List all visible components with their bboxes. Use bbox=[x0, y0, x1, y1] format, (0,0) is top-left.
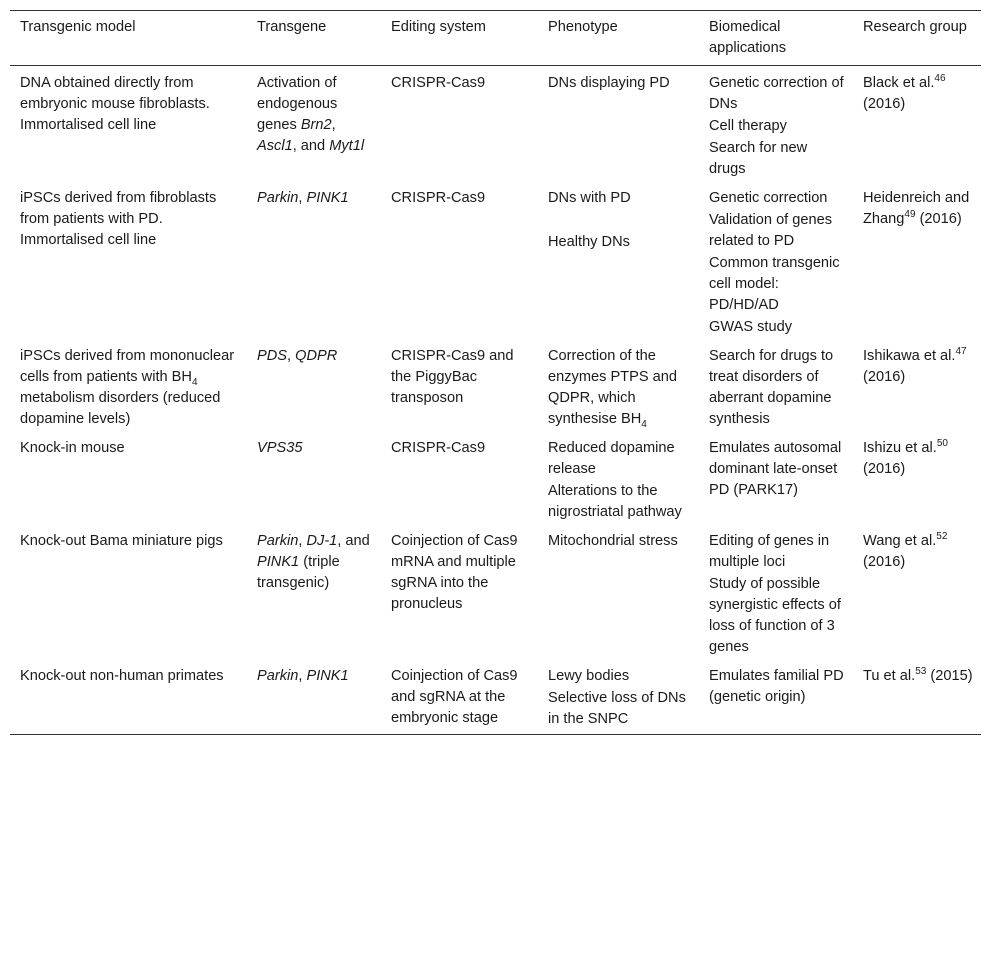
application-item: Common transgenic cell model: PD/HD/AD bbox=[709, 255, 840, 313]
cell-editing-system: Coinjection of Cas9 mRNA and multiple sgRNA into the pronucleus bbox=[391, 533, 518, 612]
cell-phenotype bbox=[538, 184, 699, 342]
table-row bbox=[10, 662, 981, 735]
cell-applications bbox=[699, 184, 853, 342]
header-editing-system: Editing system bbox=[391, 19, 486, 35]
header-phenotype: Phenotype bbox=[548, 19, 618, 35]
transgenic-models-table bbox=[10, 10, 981, 735]
table-row bbox=[10, 527, 981, 662]
cell-transgene: Parkin, PINK1 bbox=[257, 190, 349, 206]
cell-research-group: Tu et al.$^{53}$ (2015) bbox=[863, 666, 973, 684]
cell-model: iPSCs derived from fibroblasts from patients with PD. Immortalised cell line bbox=[20, 190, 217, 248]
application-item: Emulates familial PD (genetic origin) bbox=[709, 668, 844, 705]
application-item: Genetic correction of DNs bbox=[709, 75, 844, 112]
application-item: Emulates autosomal dominant late-onset PD (PARK17) bbox=[709, 440, 842, 498]
table-row bbox=[10, 184, 981, 342]
cell-transgene: VPS35 bbox=[257, 440, 303, 456]
application-item: Search for drugs to treat disorders of aberrant dopamine synthesis bbox=[709, 348, 834, 427]
table-row bbox=[10, 66, 981, 185]
cell-model: Knock-out Bama miniature pigs bbox=[20, 533, 223, 549]
header-biomedical-applications: Biomedical applications bbox=[709, 19, 787, 56]
application-item: Study of possible synergistic effects of loss of function of 3 genes bbox=[709, 576, 841, 655]
cell-applications bbox=[699, 66, 853, 185]
cell-editing-system: CRISPR-Cas9 bbox=[391, 440, 486, 456]
phenotype-item: Selective loss of DNs in the SNPC bbox=[548, 690, 686, 727]
cell-editing-system: CRISPR-Cas9 bbox=[391, 190, 486, 206]
phenotype-item: DNs with PD bbox=[548, 190, 631, 206]
cell-research-group: Ishikawa et al.$^{47}$ (2016) bbox=[863, 346, 967, 385]
application-item: GWAS study bbox=[709, 319, 792, 335]
cell-research-group: Heidenreich and Zhang$^{49}$ (2016) bbox=[863, 190, 970, 227]
application-item: Editing of genes in multiple loci bbox=[709, 533, 830, 570]
cell-model: Knock-in mouse bbox=[20, 440, 125, 456]
cell-model: DNA obtained directly from embryonic mouse fibroblasts. Immortalised cell line bbox=[20, 75, 210, 133]
phenotype-item: Healthy DNs bbox=[548, 234, 630, 250]
application-item: Genetic correction bbox=[709, 190, 828, 206]
cell-phenotype bbox=[538, 662, 699, 735]
cell-transgene: Parkin, DJ-1, and PINK1 (triple transgenic) bbox=[257, 533, 370, 591]
cell-transgene: Activation of endogenous genes Brn2, Ascl1, and Myt1l bbox=[257, 75, 365, 154]
cell-transgene: Parkin, PINK1 bbox=[257, 668, 349, 684]
cell-phenotype: Mitochondrial stress bbox=[548, 533, 678, 549]
cell-phenotype: DNs displaying PD bbox=[548, 75, 670, 91]
phenotype-item: Alterations to the nigrostriatal pathway bbox=[548, 483, 682, 520]
cell-phenotype: Correction of the enzymes PTPS and QDPR, which synthesise $BH_4$ bbox=[548, 348, 677, 430]
table-row bbox=[10, 434, 981, 527]
cell-applications bbox=[699, 527, 853, 662]
table-header-row bbox=[10, 11, 981, 66]
header-transgene: Transgene bbox=[257, 19, 327, 35]
cell-editing-system: CRISPR-Cas9 and the PiggyBac transposon bbox=[391, 348, 514, 406]
cell-research-group: Ishizu et al.$^{50}$ (2016) bbox=[863, 438, 948, 477]
cell-research-group: Black et al.$^{46}$ (2016) bbox=[863, 73, 946, 112]
cell-research-group: Wang et al.$^{52}$ (2016) bbox=[863, 531, 948, 570]
phenotype-item: Reduced dopamine release bbox=[548, 440, 675, 477]
cell-editing-system: Coinjection of Cas9 and sgRNA at the embryonic stage bbox=[391, 668, 518, 726]
header-transgenic-model: Transgenic model bbox=[20, 19, 136, 35]
table-row bbox=[10, 342, 981, 434]
cell-applications bbox=[699, 662, 853, 735]
application-item: Validation of genes related to PD bbox=[709, 212, 833, 249]
application-item: Search for new drugs bbox=[709, 140, 808, 177]
cell-transgene: PDS, QDPR bbox=[257, 348, 338, 364]
application-item: Cell therapy bbox=[709, 118, 787, 134]
header-research-group: Research group bbox=[863, 19, 967, 35]
cell-applications bbox=[699, 434, 853, 527]
cell-phenotype bbox=[538, 434, 699, 527]
cell-model: Knock-out non-human primates bbox=[20, 668, 224, 684]
cell-model: iPSCs derived from mononuclear cells from patients with $BH_4$ metabolism disorders (reduced dopamine levels) bbox=[20, 348, 235, 427]
cell-applications bbox=[699, 342, 853, 434]
table-container bbox=[10, 10, 981, 735]
phenotype-item: Lewy bodies bbox=[548, 668, 630, 684]
cell-editing-system: CRISPR-Cas9 bbox=[391, 75, 486, 91]
